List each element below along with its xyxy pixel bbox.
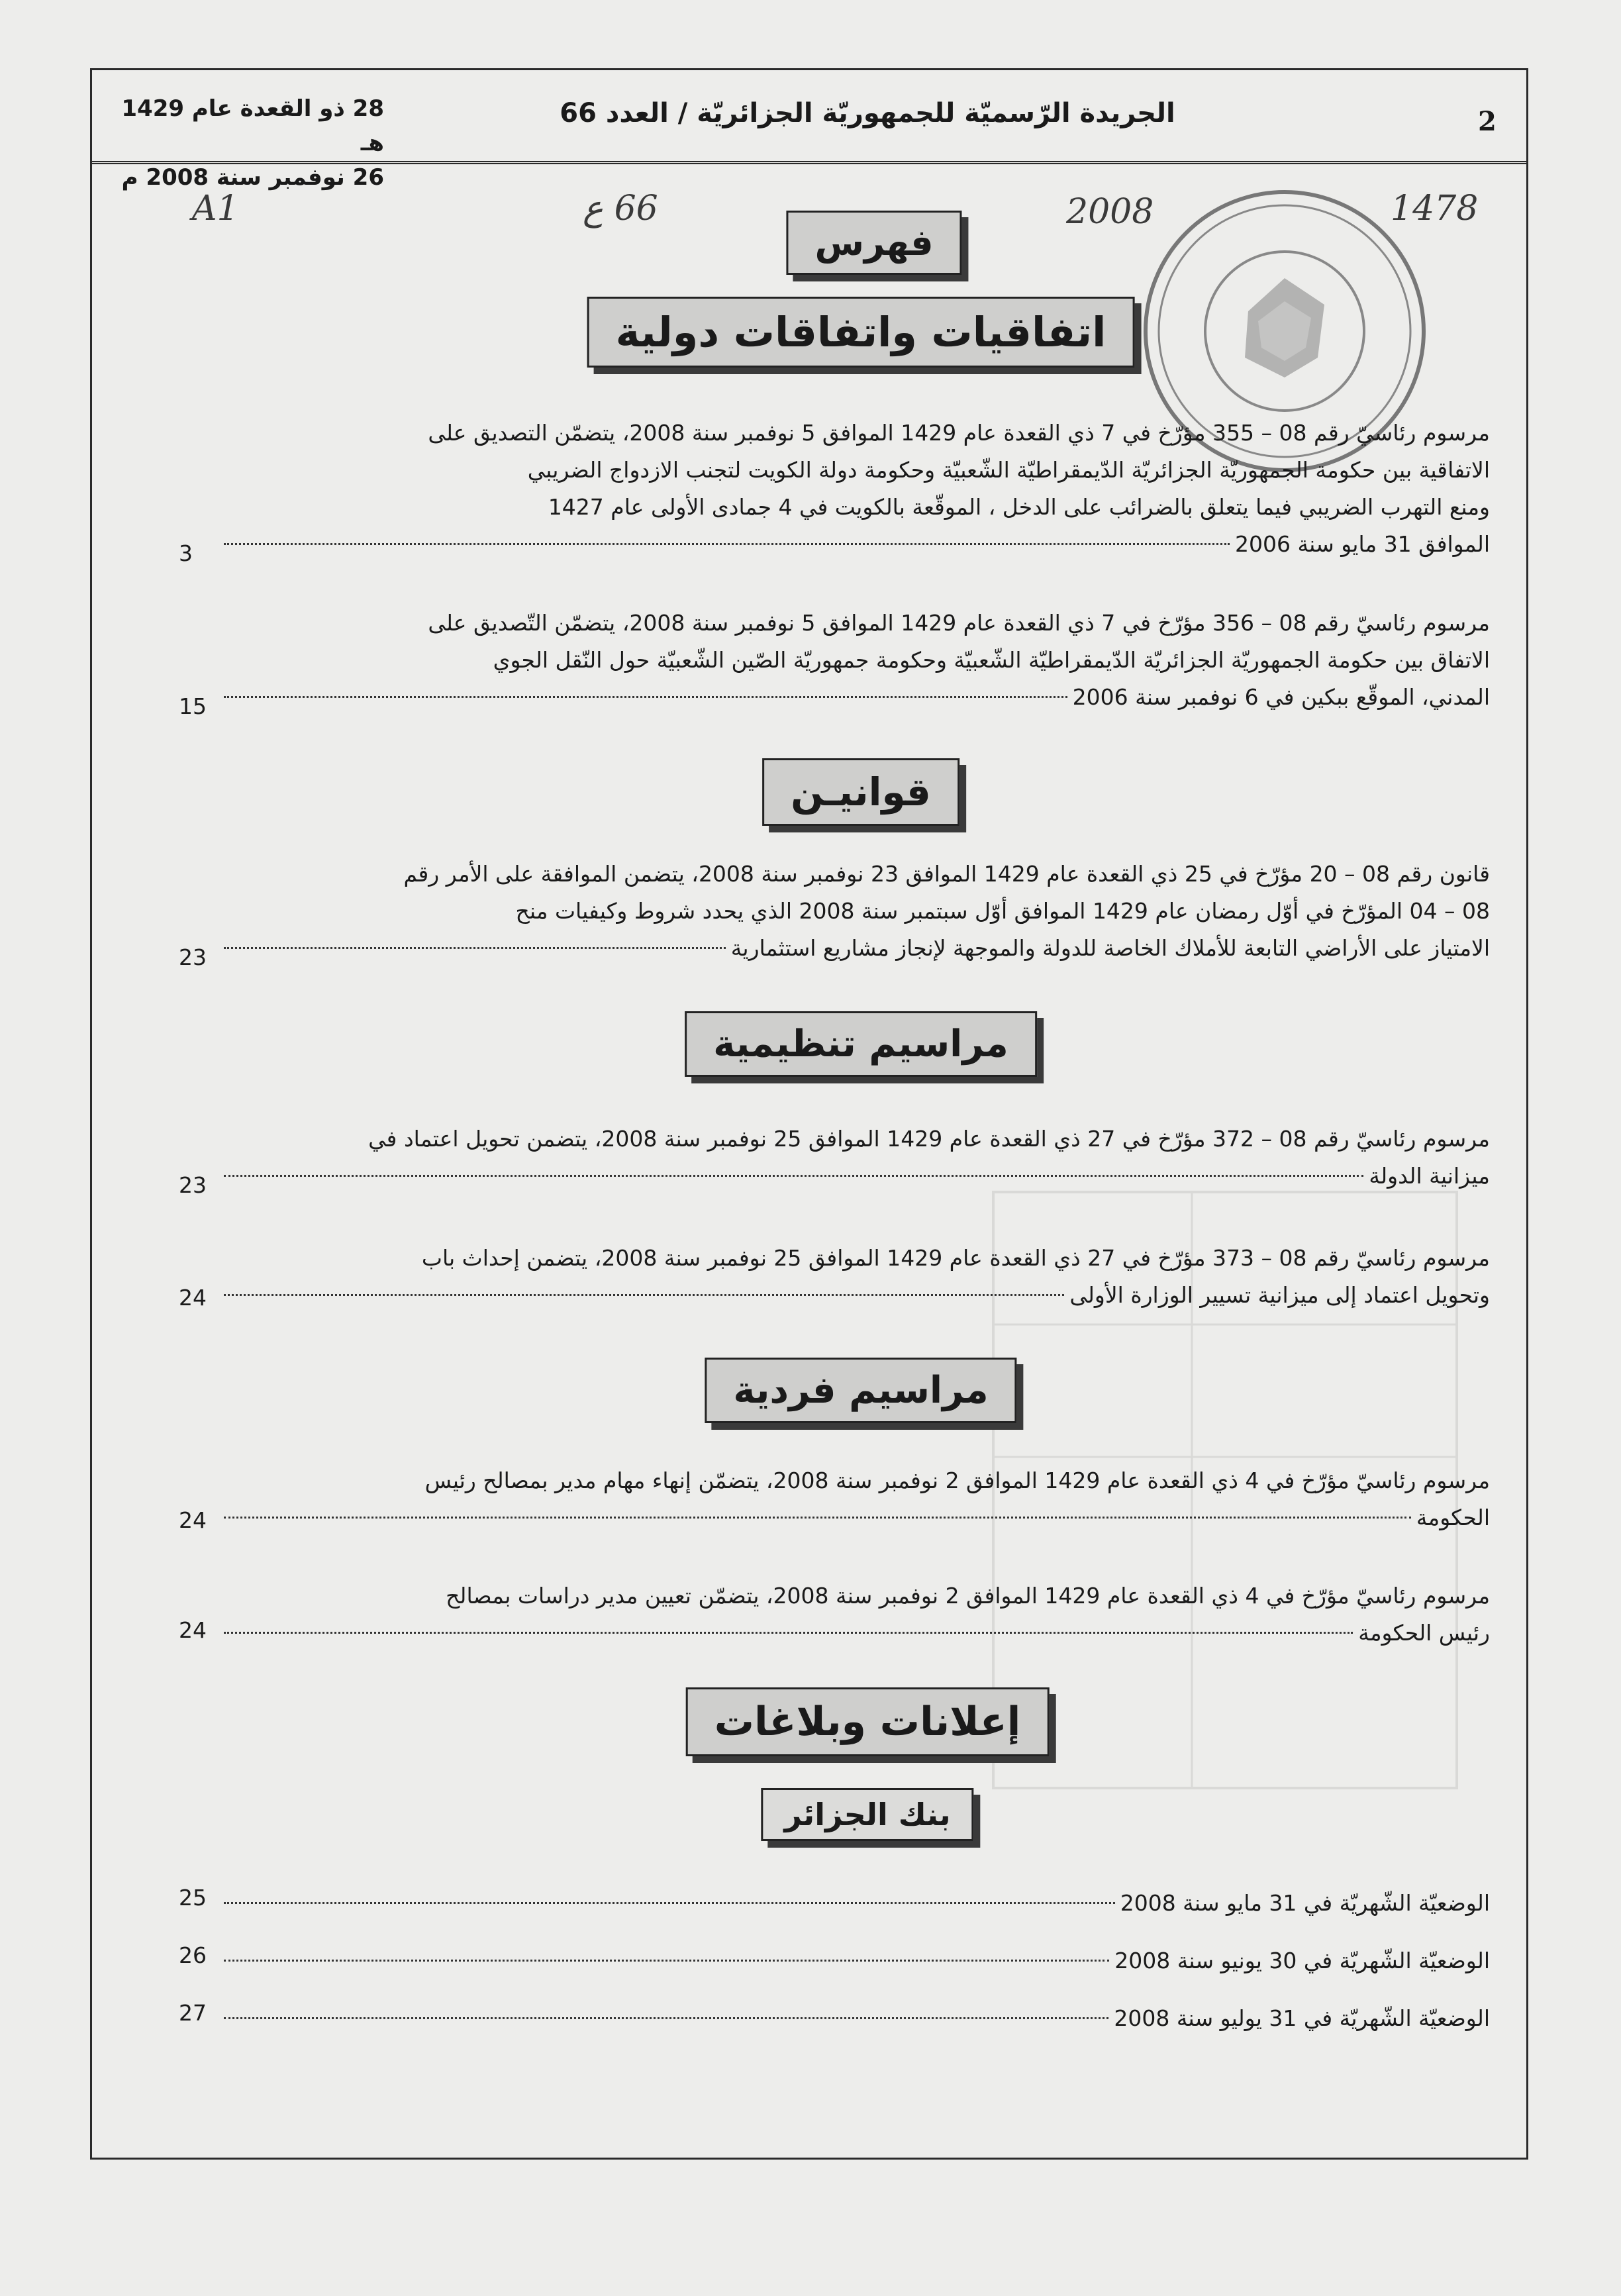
toc-entry[interactable] <box>219 1577 1490 1652</box>
entry-line: مرسوم رئاسيّ رقم 08 – 373 مؤرّخ في 27 ذي القعدة عام 1429 الموافق 25 نوفمبر سنة 2008، يتضمن إحداث باب <box>421 1245 1490 1271</box>
gazette-title: الجريدة الرّسميّة للجمهوريّة الجزائريّة / العدد 66 <box>560 98 1175 128</box>
section-title-individual: مراسيم فردية <box>705 1358 1016 1423</box>
gregorian-date: 26 نوفمبر سنة 2008 م <box>121 164 384 191</box>
handwritten-note-left: A1 <box>192 189 239 228</box>
leader-dots <box>224 1175 1363 1177</box>
entry-line: ومنع التهرب الضريبي فيما يتعلق بالضرائب على الدخل ، الموقّعة بالكويت في 4 جمادى الأولى عام 1427 <box>548 494 1490 520</box>
section-title-conventions: اتفاقيات واتفاقات دولية <box>587 297 1135 368</box>
page-ref: 24 <box>179 1285 207 1311</box>
entry-line: الوضعيّة الشّهريّة في 31 يوليو سنة 2008 <box>1114 2005 1490 2031</box>
entry-line: مرسوم رئاسيّ رقم 08 – 372 مؤرّخ في 27 ذي القعدة عام 1429 الموافق 25 نوفمبر سنة 2008، يتضمن تحويل اعتماد في <box>368 1126 1490 1152</box>
entry-line: الحكومة <box>1416 1505 1490 1530</box>
toc-entry[interactable] <box>219 1942 1490 1979</box>
page-ref: 23 <box>179 1172 207 1198</box>
page-ref: 26 <box>179 1942 207 1968</box>
page-ref: 23 <box>179 944 207 970</box>
toc-entry[interactable] <box>219 2000 1490 2037</box>
page-ref: 27 <box>179 2000 207 2026</box>
leader-dots <box>224 1902 1115 1904</box>
entry-line: رئيس الحكومة <box>1358 1620 1490 1646</box>
leader-dots <box>224 543 1230 545</box>
leader-dots <box>224 1294 1064 1296</box>
entry-line: الوضعيّة الشّهريّة في 31 مايو سنة 2008 <box>1120 1890 1490 1916</box>
toc-entry[interactable] <box>219 856 1490 967</box>
entry-line: الاتفاق بين حكومة الجمهوريّة الجزائريّة الدّيمقراطيّة الشّعبيّة وحكومة جمهوريّة الصّين الشّعبيّة حول النّقل الجوي <box>493 647 1490 673</box>
toc-entry[interactable] <box>219 415 1490 563</box>
entry-line: 08 – 04 المؤرّخ في أوّل رمضان عام 1429 الموافق أوّل سبتمبر سنة 2008 الذي يحدد شروط وكيفيات منح <box>515 898 1490 924</box>
page-number: 2 <box>1478 106 1497 137</box>
leader-dots <box>224 696 1067 698</box>
toc-entry[interactable] <box>219 1462 1490 1536</box>
leader-dots <box>224 947 726 949</box>
leader-dots <box>224 2017 1108 2019</box>
entry-line: قانون رقم 08 – 20 مؤرّخ في 25 ذي القعدة عام 1429 الموافق 23 نوفمبر سنة 2008، يتضمن الموافقة على الأمر رقم <box>403 861 1490 887</box>
toc-entry[interactable] <box>219 1885 1490 1922</box>
hijri-date: 28 ذو القعدة عام 1429 هـ <box>121 95 384 156</box>
entry-line: مرسوم رئاسيّ رقم 08 – 356 مؤرّخ في 7 ذي القعدة عام 1429 الموافق 5 نوفمبر سنة 2008، يتضمّن التّصديق على <box>428 610 1490 636</box>
section-title-regulatory: مراسيم تنظيمية <box>685 1011 1037 1077</box>
page-ref: 3 <box>179 540 193 566</box>
issue-dates <box>106 91 384 195</box>
index-title: فهرس <box>786 211 961 275</box>
entry-line: ميزانية الدولة <box>1369 1163 1490 1189</box>
section-subtitle-bank: بنك الجزائر <box>761 1788 973 1841</box>
toc-entry[interactable] <box>219 605 1490 716</box>
toc-entry[interactable] <box>219 1121 1490 1195</box>
entry-line: المدني، الموقّع ببكين في 6 نوفمبر سنة 2006 <box>1072 684 1490 710</box>
handwritten-note-year: 2008 <box>1066 192 1154 232</box>
page-ref: 24 <box>179 1507 207 1533</box>
entry-line: الوضعيّة الشّهريّة في 30 يونيو سنة 2008 <box>1114 1948 1490 1973</box>
page-ref: 25 <box>179 1885 207 1911</box>
handwritten-note-ref: 1478 <box>1391 189 1479 228</box>
section-title-announcements: إعلانات وبلاغات <box>686 1687 1050 1756</box>
handwritten-note-issue: 66 ع <box>583 189 658 228</box>
page-ref: 24 <box>179 1617 207 1643</box>
entry-line: مرسوم رئاسيّ مؤرّخ في 4 ذي القعدة عام 1429 الموافق 2 نوفمبر سنة 2008، يتضمّن إنهاء مهام مدير بمصالح رئيس <box>424 1468 1490 1493</box>
leader-dots <box>224 1960 1109 1962</box>
page-ref: 15 <box>179 693 207 719</box>
leader-dots <box>224 1517 1411 1519</box>
toc-entry[interactable] <box>219 1240 1490 1314</box>
entry-line: مرسوم رئاسيّ رقم 08 – 355 مؤرّخ في 7 ذي القعدة عام 1429 الموافق 5 نوفمبر سنة 2008، يتضمّن التصديق على <box>428 420 1490 446</box>
section-title-laws: قوانيـن <box>762 758 959 826</box>
entry-line: الموافق 31 مايو سنة 2006 <box>1234 531 1490 557</box>
entry-line: الاتفاقية بين حكومة الجمهوريّة الجزائريّة الدّيمقراطيّة الشّعبيّة وحكومة دولة الكويت لتجنب الازدواج الضريبي <box>527 457 1490 483</box>
entry-line: وتحويل اعتماد إلى ميزانية تسيير الوزارة الأولى <box>1069 1282 1490 1308</box>
leader-dots <box>224 1632 1353 1634</box>
entry-line: مرسوم رئاسيّ مؤرّخ في 4 ذي القعدة عام 1429 الموافق 2 نوفمبر سنة 2008، يتضمّن تعيين مدير دراسات بمصالح <box>446 1583 1490 1609</box>
entry-line: الامتياز على الأراضي التابعة للأملاك الخاصة للدولة والموجهة لإنجاز مشاريع استثمارية <box>730 935 1490 961</box>
